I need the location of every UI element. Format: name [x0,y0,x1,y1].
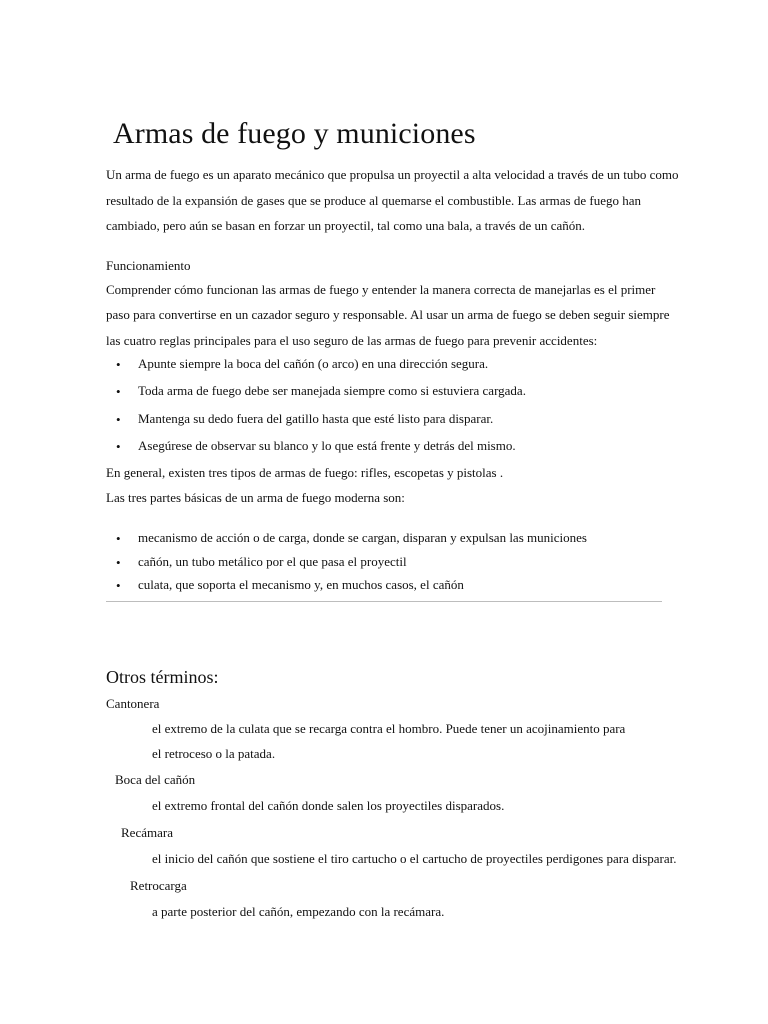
term-definition-line: el inicio del cañón que sostiene el tiro cartucho o el cartucho de proyectiles perdigones para disparar. [152,851,677,866]
bullet: • [116,357,121,372]
section-heading-otros: Otros términos: [106,667,219,687]
list-item: culata, que soporta el mecanismo y, en muchos casos, el cañón [138,577,464,592]
bullet: • [116,384,121,399]
bullet: • [116,412,121,427]
bullet: • [116,531,121,546]
section-label-funcionamiento: Funcionamiento [106,258,191,273]
term-definition-line: a parte posterior del cañón, empezando con la recámara. [152,904,445,919]
horizontal-rule [106,601,662,602]
term-definition-line: el extremo de la culata que se recarga contra el hombro. Puede tener un acojinamiento para [152,721,626,736]
term-retrocarga: Retrocarga [130,878,187,893]
list-item: cañón, un tubo metálico por el que pasa el proyectil [138,554,407,569]
term-definition-line: el retroceso o la patada. [152,746,276,761]
list-item: mecanismo de acción o de carga, donde se cargan, disparan y expulsan las municiones [138,530,587,545]
bullet: • [116,578,121,593]
funcionamiento-line-2: paso para convertirse en un cazador seguro y responsable. Al usar un arma de fuego se deben seguir siempre [106,307,670,322]
list-item: Mantenga su dedo fuera del gatillo hasta que esté listo para disparar. [138,411,494,426]
term-cantonera: Cantonera [106,696,160,711]
intro-line-3: cambiado, pero aún se basan en forzar un proyectil, tal como una bala, a través de un cañón. [106,218,586,233]
term-recamara: Recámara [121,825,173,840]
bullet: • [116,439,121,454]
intro-line-2: resultado de la expansión de gases que se produce al quemarse el combustible. Las armas de fuego han [106,193,641,208]
term-definition-line: el extremo frontal del cañón donde salen los proyectiles disparados. [152,798,505,813]
list-item: Asegúrese de observar su blanco y lo que está frente y detrás del mismo. [138,438,516,453]
bullet: • [116,555,121,570]
partes-intro: Las tres partes básicas de un arma de fuego moderna son: [106,490,405,505]
list-item: Toda arma de fuego debe ser manejada siempre como si estuviera cargada. [138,383,526,398]
document-title: Armas de fuego y municiones [113,117,476,150]
term-boca-del-canon: Boca del cañón [115,772,196,787]
tipos-line: En general, existen tres tipos de armas de fuego: rifles, escopetas y pistolas . [106,465,504,480]
funcionamiento-line-1: Comprender cómo funcionan las armas de fuego y entender la manera correcta de manejarlas es el primer [106,282,656,297]
funcionamiento-line-3: las cuatro reglas principales para el uso seguro de las armas de fuego para prevenir accidentes: [106,333,598,348]
intro-line-1: Un arma de fuego es un aparato mecánico que propulsa un proyectil a alta velocidad a través de un tubo como [106,167,679,182]
list-item: Apunte siempre la boca del cañón (o arco) en una dirección segura. [138,356,489,371]
